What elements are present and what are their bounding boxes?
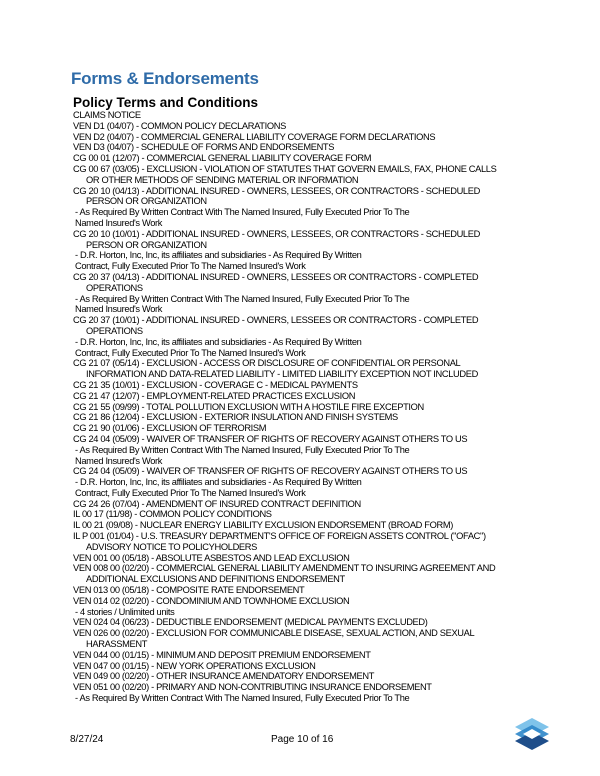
- form-line: - D.R. Horton, Inc, Inc, its affiliates and subsidiaries - As Required By Written: [75, 477, 362, 488]
- form-line: VEN 014 02 (02/20) - CONDOMINIUM AND TOWNHOME EXCLUSION: [73, 595, 350, 606]
- form-line: CG 21 35 (10/01) - EXCLUSION - COVERAGE C - MEDICAL PAYMENTS: [73, 379, 358, 390]
- form-line: OR OTHER METHODS OF SENDING MATERIAL OR INFORMATION: [86, 174, 359, 185]
- form-line: VEN 051 00 (02/20) - PRIMARY AND NON-CONTRIBUTING INSURANCE ENDORSEMENT: [73, 682, 432, 693]
- form-line: VEN 013 00 (05/18) - COMPOSITE RATE ENDORSEMENT: [73, 585, 305, 596]
- form-line: VEN 049 00 (02/20) - OTHER INSURANCE AMENDATORY ENDORSEMENT: [73, 671, 375, 682]
- form-line: CG 20 37 (10/01) - ADDITIONAL INSURED - OWNERS, LESSEES OR CONTRACTORS - COMPLETED: [73, 315, 479, 326]
- form-line: CG 20 37 (04/13) - ADDITIONAL INSURED - OWNERS, LESSEES OR CONTRACTORS - COMPLETED: [73, 271, 479, 282]
- form-line: VEN D2 (04/07) - COMMERCIAL GENERAL LIABILITY COVERAGE FORM DECLARATIONS: [73, 131, 436, 142]
- form-line: HARASSMENT: [86, 639, 148, 650]
- form-line: CG 21 47 (12/07) - EMPLOYMENT-RELATED PRACTICES EXCLUSION: [73, 390, 356, 401]
- form-line: CG 21 86 (12/04) - EXCLUSION - EXTERIOR INSULATION AND FINISH SYSTEMS: [73, 412, 398, 423]
- form-line: VEN 001 00 (05/18) - ABSOLUTE ASBESTOS AND LEAD EXCLUSION: [73, 552, 350, 563]
- form-line: - D.R. Horton, Inc, Inc, its affiliates and subsidiaries - As Required By Written: [75, 250, 362, 261]
- form-line: VEN 008 00 (02/20) - COMMERCIAL GENERAL LIABILITY AMENDMENT TO INSURING AGREEMENT AND: [73, 563, 496, 574]
- form-line: Contract, Fully Executed Prior To The Named Insured's Work: [75, 487, 306, 498]
- form-line: - As Required By Written Contract With The Named Insured, Fully Executed Prior To The: [75, 444, 410, 455]
- subsection-title: Policy Terms and Conditions: [73, 95, 259, 110]
- form-line: CG 24 04 (05/09) - WAIVER OF TRANSFER OF RIGHTS OF RECOVERY AGAINST OTHERS TO US: [73, 466, 468, 477]
- form-line: VEN D3 (04/07) - SCHEDULE OF FORMS AND ENDORSEMENTS: [73, 142, 335, 153]
- form-line: CG 24 04 (05/09) - WAIVER OF TRANSFER OF RIGHTS OF RECOVERY AGAINST OTHERS TO US: [73, 433, 468, 444]
- form-line: Contract, Fully Executed Prior To The Named Insured's Work: [75, 347, 306, 358]
- form-line: - D.R. Horton, Inc, Inc, its affiliates and subsidiaries - As Required By Written: [75, 336, 362, 347]
- form-line: IL 00 21 (09/08) - NUCLEAR ENERGY LIABILITY EXCLUSION ENDORSEMENT (BROAD FORM): [73, 520, 453, 531]
- form-line: VEN D1 (04/07) - COMMON POLICY DECLARATIONS: [73, 120, 286, 131]
- form-line: Named Insured's Work: [75, 304, 163, 315]
- form-line: VEN 024 04 (06/23) - DEDUCTIBLE ENDORSEMENT (MEDICAL PAYMENTS EXCLUDED): [73, 617, 428, 628]
- form-line: Named Insured's Work: [75, 217, 163, 228]
- form-line: PERSON OR ORGANIZATION: [86, 196, 207, 207]
- form-line: CG 00 01 (12/07) - COMMERCIAL GENERAL LIABILITY COVERAGE FORM: [73, 153, 372, 164]
- form-line: CLAIMS NOTICE: [73, 110, 141, 120]
- company-logo-icon: [511, 716, 553, 752]
- form-line: VEN 026 00 (02/20) - EXCLUSION FOR COMMUNICABLE DISEASE, SEXUAL ACTION, AND SEXUAL: [73, 628, 475, 639]
- form-line: - 4 stories / Unlimited units: [75, 606, 175, 617]
- form-line: PERSON OR ORGANIZATION: [86, 239, 207, 250]
- form-line: CG 00 67 (03/05) - EXCLUSION - VIOLATION OF STATUTES THAT GOVERN EMAILS, FAX, PHONE CALLS: [73, 163, 497, 174]
- form-line: VEN 044 00 (01/15) - MINIMUM AND DEPOSIT PREMIUM ENDORSEMENT: [73, 649, 371, 660]
- form-line: - As Required By Written Contract With The Named Insured, Fully Executed Prior To The: [75, 693, 410, 704]
- form-line: CG 20 10 (10/01) - ADDITIONAL INSURED - OWNERS, LESSEES, OR CONTRACTORS - SCHEDULED: [73, 228, 480, 239]
- form-line: IL P 001 (01/04) - U.S. TREASURY DEPARTMENT'S OFFICE OF FOREIGN ASSETS CONTROL ("OFAC"): [73, 531, 486, 542]
- form-line: ADVISORY NOTICE TO POLICYHOLDERS: [86, 541, 258, 552]
- form-line: IL 00 17 (11/98) - COMMON POLICY CONDITIONS: [73, 509, 272, 520]
- page-number: Page 10 of 16: [271, 734, 334, 745]
- form-line: CG 20 10 (04/13) - ADDITIONAL INSURED - OWNERS, LESSEES, OR CONTRACTORS - SCHEDULED: [73, 185, 480, 196]
- form-line: ADDITIONAL EXCLUSIONS AND DEFINITIONS ENDORSEMENT: [86, 574, 345, 585]
- form-line: OPERATIONS: [86, 325, 143, 336]
- form-line: Contract, Fully Executed Prior To The Named Insured's Work: [75, 261, 306, 272]
- form-line: INFORMATION AND DATA-RELATED LIABILITY - LIMITED LIABILITY EXCEPTION NOT INCLUDED: [86, 369, 478, 380]
- form-line: VEN 047 00 (01/15) - NEW YORK OPERATIONS EXCLUSION: [73, 660, 316, 671]
- section-title: Forms & Endorsements: [71, 69, 259, 88]
- form-line: Named Insured's Work: [75, 455, 163, 466]
- footer-date: 8/27/24: [70, 734, 104, 745]
- form-line: CG 21 90 (01/06) - EXCLUSION OF TERRORISM: [73, 423, 267, 434]
- form-line: CG 21 55 (09/99) - TOTAL POLLUTION EXCLUSION WITH A HOSTILE FIRE EXCEPTION: [73, 401, 424, 412]
- form-line: - As Required By Written Contract With The Named Insured, Fully Executed Prior To The: [75, 207, 410, 218]
- forms-list: [73, 110, 543, 704]
- form-line: CG 24 26 (07/04) - AMENDMENT OF INSURED CONTRACT DEFINITION: [73, 498, 361, 509]
- form-line: OPERATIONS: [86, 282, 143, 293]
- form-line: - As Required By Written Contract With The Named Insured, Fully Executed Prior To The: [75, 293, 410, 304]
- form-line: CG 21 07 (05/14) - EXCLUSION - ACCESS OR DISCLOSURE OF CONFIDENTIAL OR PERSONAL: [73, 358, 461, 369]
